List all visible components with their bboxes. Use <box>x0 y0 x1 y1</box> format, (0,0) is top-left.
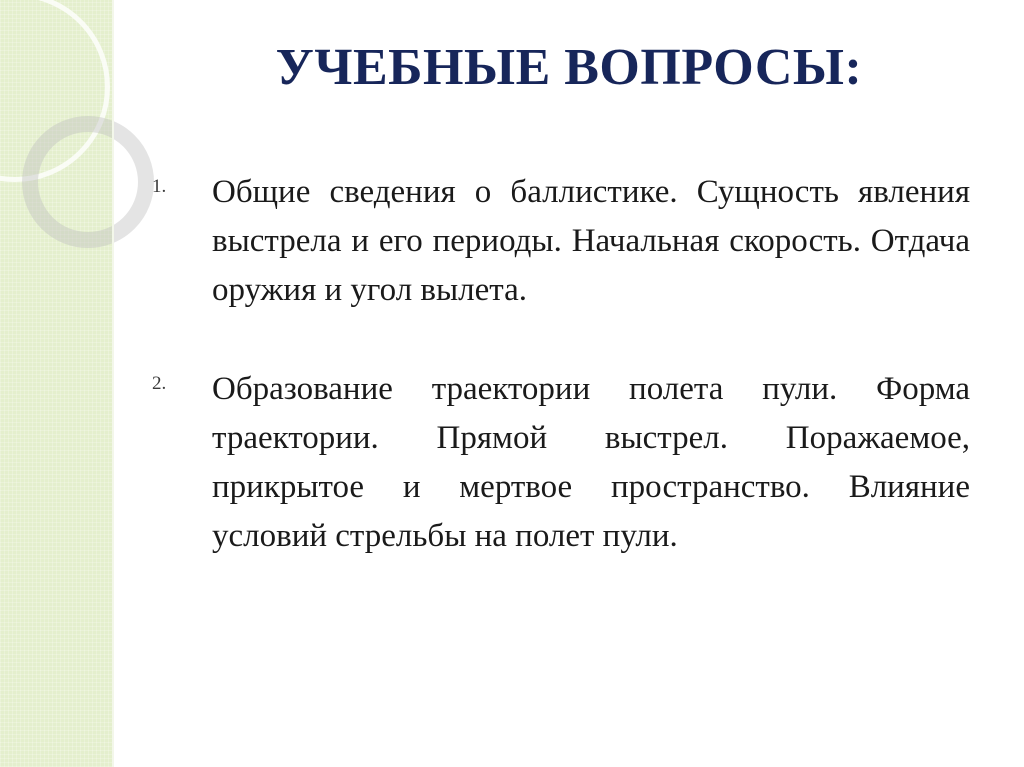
question-text: Общие сведения о баллистике. Сущность явления выстрела и его периоды. Начальная скорость. Отдача оружия и угол вылета. <box>212 174 970 308</box>
slide-title: УЧЕБНЫЕ ВОПРОСЫ: <box>275 39 863 96</box>
question-item-2 <box>150 365 970 561</box>
question-text: Образование траектории полета пули. Форма траектории. Прямой выстрел. Поражаемое, прикрытое и мертвое пространство. Влияние условий стрельбы на полет пули. <box>212 371 970 554</box>
question-number: 2. <box>152 373 167 394</box>
decorative-ring-small <box>22 116 154 248</box>
decorative-side-band <box>0 0 112 767</box>
question-number: 1. <box>152 176 167 197</box>
question-item-1 <box>150 168 970 315</box>
side-band-edge <box>112 0 114 767</box>
questions-list <box>150 168 970 611</box>
